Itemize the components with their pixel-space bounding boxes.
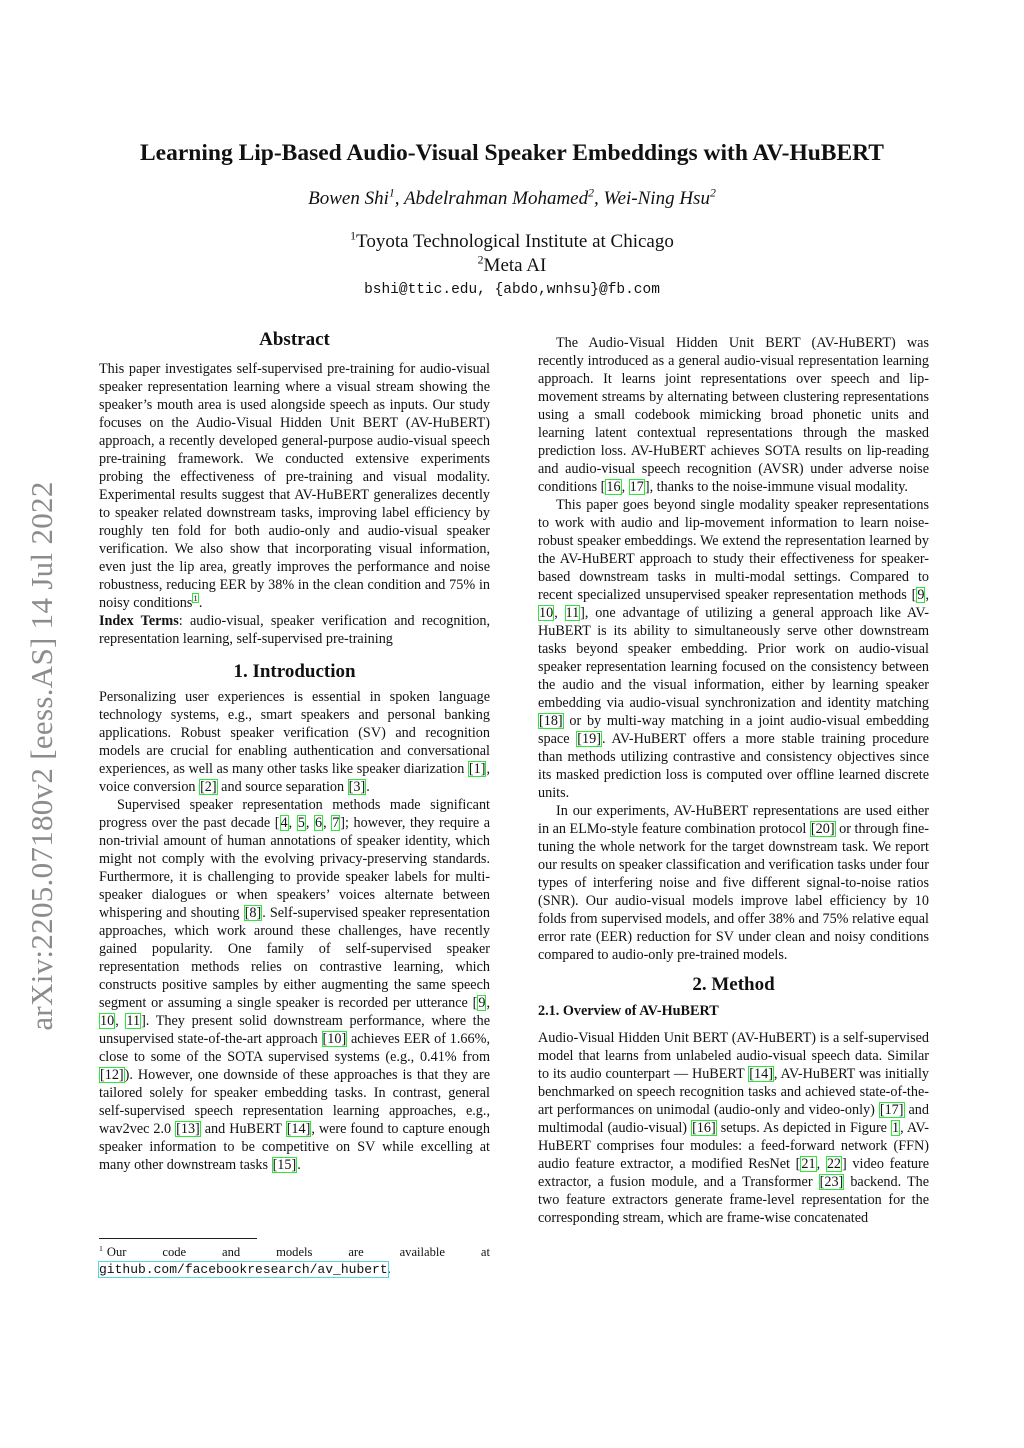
citation-link[interactable]: 6 (314, 815, 323, 831)
paragraph-text: achieves EER of 1.66%, close to some of the SOTA supervised systems (e.g., 0.41% from (99, 1031, 490, 1065)
paragraph-text: ]; however, they require a non-trivial amount of human annotations of speaker identity, which might not comply with the evolving privacy-preserving standards. Furthermore, it is challenging to provide speaker labels for multi-speaker dialogues or when speakers’ voices alternate between whispering and shouting (99, 815, 491, 921)
intro-heading: 1. Introduction (233, 661, 356, 682)
body-paragraph (538, 334, 929, 496)
abstract-heading: Abstract (259, 329, 330, 350)
author-name: Wei-Ning Hsu (603, 188, 710, 209)
citation-link[interactable]: [3] (348, 779, 366, 795)
arxiv-side-label: arXiv:2205.07180v2 [eess.AS] 14 Jul 2022 (24, 481, 59, 1031)
paragraph-text: Supervised speaker representation methods made significant progress over the past decade [ (99, 797, 490, 831)
paragraph-text: The Audio-Visual Hidden Unit BERT (AV-HuBERT) was recently introduced as a general audio-visual representation learning approach. It learns joint representations over speech and lip-movement streams by alternating between clustering representations using a small codebook mimicking broad phonetic units and learning latent contextual representations through the masked prediction loss. AV-HuBERT achieves SOTA results on lip-reading and audio-visual speech recognition (AVSR) under adverse noise conditions [ (538, 335, 929, 495)
github-link[interactable]: github.com/facebookresearch/av_hubert (99, 1262, 388, 1277)
author-name: Bowen Shi (308, 188, 389, 209)
citation-link[interactable]: 1 (892, 1120, 900, 1136)
author-name: Abdelrahman Mohamed (403, 188, 589, 209)
citation-link[interactable]: [8] (244, 905, 262, 921)
citation-link[interactable]: 16 (606, 479, 621, 495)
footnote: $^1$ Our code and models are available at github.com/facebookresearch/av_hubert. (99, 1243, 490, 1277)
paragraph-text: ], thanks to the noise-immune visual modality. (644, 479, 908, 495)
citation-link[interactable]: 4 (280, 815, 288, 831)
body-paragraph (538, 496, 929, 802)
citation-link[interactable]: 9 (478, 995, 486, 1011)
paragraph-text: backend. The two feature extractors generate frame-level representation for the corresponding stream, which are frame-wise concatenated (538, 1174, 930, 1226)
citation-link[interactable]: [16] (692, 1120, 716, 1136)
paragraph-text: . Self-supervised speaker representation approaches, which work around these challenges, have recently gained popularity. One family of self-supervised speaker representation methods relies on contrastive learning, which constructs positive samples by either augmenting the same speech segment or assuming a single speaker is recorded per utterance [ (99, 905, 490, 1011)
citation-link[interactable]: 22 (826, 1156, 842, 1172)
abstract-text: This paper investigates self-supervised pre-training for audio-visual speaker representation learning where a visual stream showing the speaker’s mouth area is used alongside speech as inputs. Our study focuses on the Audio-Visual Hidden Unit BERT (AV-HuBERT) approach, a recently developed general-purpose audio-visual speech pre-training framework. We conducted extensive experiments probing the effectiveness of pre-training and visual modality. Experimental results suggest that AV-HuBERT generalizes decently to speaker related downstream tasks, improving label efficiency by roughly ten fold for both audio-only and audio-visual speaker verification. We also show that incorporating visual information, even just the lip area, greatly improves the performance and noise robustness, reducing EER by 38% in the clean condition and 75% in noisy conditions$^1$. (99, 361, 490, 611)
method-heading: 2. Method (692, 974, 775, 995)
paragraph-text: ]. They present solid downstream performance, where the unsupervised state-of-the-art approach (99, 1013, 491, 1047)
paragraph-text: , (323, 815, 332, 831)
paragraph-text: . (297, 1157, 301, 1173)
body-paragraph (538, 1029, 929, 1227)
citation-link[interactable]: [12] (100, 1067, 124, 1083)
paragraph-text: , voice conversion (99, 761, 490, 795)
intro-paragraph (99, 688, 490, 796)
citation-link[interactable]: 5 (297, 815, 305, 831)
citation-link[interactable]: 10 (539, 605, 554, 621)
intro-paragraph (99, 796, 490, 1174)
author-emails: bshi@ttic.edu, {abdo,wnhsu}@fb.com (364, 282, 660, 298)
footnote-rule (99, 1238, 257, 1239)
paragraph-text: This paper goes beyond single modality speaker representations to work with audio and lip-movement information to learn noise-robust speaker embeddings. We extend the representation learned by the AV-HuBERT approach to study their effectiveness for speaker-based downstream tasks in multi-modal settings. Compared to recent specialized unsupervised speaker representation methods [ (538, 497, 929, 603)
affiliation-1: $^1$Toyota Technological Institute at Chicago (350, 229, 674, 252)
body-paragraph (538, 802, 929, 964)
paragraph-text: In our experiments, AV-HuBERT representations are used either in an ELMo-style feature combination protocol (538, 803, 929, 837)
paragraph-text: or through fine-tuning the whole network for the target downstream task. We report our results on speaker classification and verification tasks under four types of interfering noise and five different signal-to-noise ratios (SNR). Our audio-visual models improve label efficiency by 10 folds from supervised models, and offer 38% and 75% relative equal error rate (EER) reduction for SV under clean and noisy conditions compared to audio-only pre-trained models. (538, 821, 929, 963)
paragraph-text: , were found to capture enough speaker information to be competitive on SV while excelling at many other downstream tasks (99, 1121, 490, 1173)
subsection-heading: 2.1. Overview of AV-HuBERT (538, 1003, 719, 1019)
paragraph-text: , AV-HuBERT comprises four modules: a feed-forward network (FFN) audio feature extractor, a modified ResNet [ (538, 1120, 929, 1172)
footnote-ref[interactable]: 1 (193, 593, 198, 604)
paragraph-text: ] video feature extractor, a fusion module, and a Transformer (538, 1156, 930, 1190)
paper-title: Learning Lip-Based Audio-Visual Speaker Embeddings with AV-HuBERT (140, 140, 884, 166)
right-column (538, 334, 929, 1227)
citation-link[interactable]: [2] (200, 779, 217, 795)
citation-link[interactable]: 17 (629, 479, 644, 495)
citation-link[interactable]: 7 (332, 815, 340, 831)
citation-link[interactable]: [13] (176, 1121, 200, 1137)
citation-link[interactable]: [1] (468, 761, 486, 777)
paragraph-text: and HuBERT (200, 1121, 286, 1137)
citation-link[interactable]: [20] (810, 821, 835, 837)
paragraph-text: and multimodal (audio-visual) (538, 1102, 929, 1136)
citation-link[interactable]: 11 (565, 605, 580, 621)
citation-link[interactable]: [19] (577, 731, 601, 747)
paragraph-text: . (366, 779, 370, 795)
paragraph-text: ). However, one downside of these approaches is that they are tailored solely for speaker embedding tasks. In contrast, general self-supervised speech representation learning approaches, e.g., wav2vec 2.0 (99, 1067, 490, 1137)
paragraph-text: , (925, 587, 929, 603)
paragraph-text: , (305, 815, 314, 831)
paragraph-text: or by multi-way matching in a joint audio-visual embedding space (538, 713, 929, 747)
paragraph-text: Personalizing user experiences is essential in spoken language technology systems, e.g., smart speakers and personal banking applications. Robust speaker verification (SV) and recognition models are crucial for enabling authentication and conversational experiences, as well as many other tasks like speaker diarization (99, 689, 490, 777)
paragraph-text: and source separation (217, 779, 348, 795)
paragraph-text: , AV-HuBERT was initially benchmarked on speech recognition tasks and achieved state-of-the-art performances on unimodal (audio-only and video-only) (538, 1066, 929, 1118)
paragraph-text: . AV-HuBERT offers a more stable training procedure than methods utilizing contrastive and consistency objectives since its masked prediction loss is computed over offline learned discrete units. (538, 731, 929, 801)
citation-link[interactable]: [10] (322, 1031, 347, 1047)
citation-link[interactable]: [14] (749, 1066, 773, 1082)
citation-link[interactable]: [14] (286, 1121, 311, 1137)
paragraph-text: ], one advantage of utilizing a general approach like AV-HuBERT is its ability to simultaneously serve other downstream tasks beyond speaker embedding. Prior work on audio-visual speaker representation learning focused on the consistency between the audio and the visual information, either by learning speaker embedding via audio-visual synchronization and identity matching (538, 605, 929, 711)
paragraph-text: Audio-Visual Hidden Unit BERT (AV-HuBERT) is a self-supervised model that learns from unlabeled audio-visual speech data. Similar to its audio counterpart — HuBERT (538, 1030, 929, 1082)
affiliation-2: $^2$Meta AI (477, 253, 547, 276)
citation-link[interactable]: 21 (801, 1156, 816, 1172)
citation-link[interactable]: 9 (917, 587, 925, 603)
paragraph-text: , (816, 1156, 826, 1172)
paragraph-text: , (486, 995, 490, 1011)
paragraph-text: setups. As depicted in Figure (716, 1120, 892, 1136)
paragraph-text: , (621, 479, 629, 495)
author-list: Bowen Shi$^1$, Abdelrahman Mohamed$^2$, Wei-Ning Hsu$^2$ (308, 186, 716, 209)
citation-link[interactable]: 10 (100, 1013, 115, 1029)
left-column (99, 331, 490, 1174)
citation-link[interactable]: [17] (879, 1102, 904, 1118)
citation-link[interactable]: [15] (272, 1157, 297, 1173)
paragraph-text: , (554, 605, 565, 621)
index-terms: Index Terms: audio-visual, speaker verification and recognition, representation learning, self-supervised pre-training (99, 613, 490, 647)
citation-link[interactable]: [23] (819, 1174, 844, 1190)
paragraph-text: , (288, 815, 297, 831)
citation-link[interactable]: [18] (539, 713, 563, 729)
citation-link[interactable]: 11 (126, 1013, 141, 1029)
paragraph-text: , (115, 1013, 126, 1029)
